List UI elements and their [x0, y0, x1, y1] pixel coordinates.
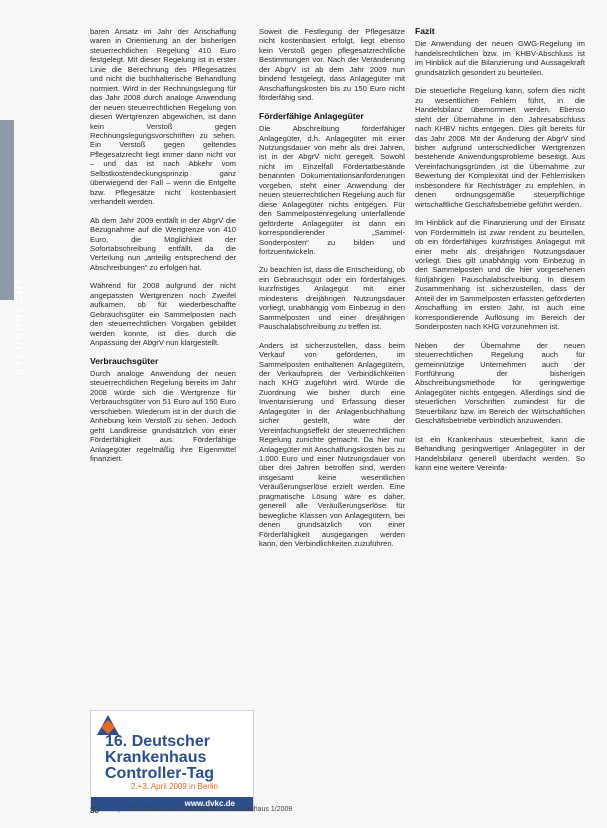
paragraph: Ist ein Krankenhaus steuerbefreit, kann die Behandlung geringwertiger Anlagegüter in der Handelsbilanz generell überdacht werden. So kann eine weitere Vereinfa- [415, 434, 585, 473]
section-label: STEUERRECHT [14, 276, 26, 376]
paragraph: baren Ansatz im Jahr der Anschaffung waren in Orientierung an der bisherigen steuerrechtlichen Regelung 410 Euro festgelegt. Mit dieser Regelung ist in erster Linie die Berechnung des Pflegesatzes und nicht die buchhalterische Behandlung normiert. Wird in der Rechnungslegung für das Jahr 2008 durch analoge Anwendung der neuen steuerrechtlichen Regelung von diesen Wertgrenzen abgewichen, ist dann kein Verstoß gegen Rechnungslegungsvorschriften zu sehen. Ein Verstoß gegen geltendes Pflegesatzrecht liegt immer dann nicht vor – und das ist nach Abkehr vom Selbstkostendeckungsprinzip ganz überwiegend der Fall – wenn die Entgelte bzw. Pflegesätze nicht kostenbasiert verhandelt werden. [90, 27, 236, 207]
footer-separator: | [118, 806, 120, 813]
section-heading: Fazit [415, 26, 435, 36]
paragraph: Die steuerliche Regelung kann, sofern dies nicht zu wesentlichen Fehlern führt, in die Handelsbilanz übernommen werden. Ebenso steht der Übernahme in den Jahresabschluss nach KHBV nichts entgegen. Dies gilt bereits für das Jahr 2008. Mit der Änderung der AbgrV sind bisher aufgrund unterschiedlicher Wertgrenzen bestehende Anwendungsprobleme beseitigt. Aus Vereinfachungsgründen ist die Übernahme zur Bewertung der Komplexität und der Fehlerrisiken insbesondere für Rechtsträger zu empfehlen, in denen ordnungsgemäße steuerpflichtige wirtschaftliche Geschäftsbetriebe geführt werden. [415, 86, 585, 209]
text-column-3 [415, 27, 585, 481]
paragraph: Zu beachten ist, dass die Entscheidung, ob ein Gebrauchsgut oder ein förderfähiges kurzfristiges Anlagegut mit einer mindestens dreijährigen Nutzungsdauer vorliegt, unabhängig vom Einbezug in den Sammelposten und einer dreijährigen Pauschalabschreibung zu treffen ist. [259, 265, 405, 332]
text-column-1 [90, 27, 236, 472]
paragraph: Während für 2008 aufgrund der nicht angepassten Wertgrenzen noch Zweifel aufkamen, ob für wiederbeschaffte Gebrauchsgüter ein Sammelposten nach den steuerrechtlichen Vorgaben gebildet werden konnte, ist dies durch die Anpassung der AbgrV nun klargestellt. [90, 281, 236, 348]
paragraph: Durch analoge Anwendung der neuen steuerrechtlichen Regelung bereits im Jahr 2008 würde sich die Wertgrenze für Verbrauchsgüter von 51 Euro auf 150 Euro verschieben. Wiederum ist in der durch die Anhebung kein Verstoß zu sehen. Jedoch geht Landkreise grundsätzlich von einer Förderfähigkeit aus. Förderfähige Anlagegüter regelmäßig ihre Eigenmittel finanziert. [90, 368, 236, 464]
section-heading: Verbrauchsgüter [90, 355, 159, 366]
paragraph: Anders ist sicherzustellen, dass beim Verkauf von geförderten, im Sammelposten enthaltenen Anlagegütern, der Verkaufspreis der Verbindlichkeiten nach KHG zugeführt wird. Würde die Zuordnung wie bisher durch eine Inventarisierung und Erfassung dieser Anlagegüter in der Anlagenbuchhaltung sicher gestellt, wäre der Vereinfachungseffekt der steuerrechtlichen Regelung zunichte gemacht. Da hier nur Anlagegüter mit Anschaffungskosten bis zu 1.000 Euro und einer Nutzungsdauer von über drei Jahren betroffen sind, werden insgesamt keine wesentlichen Veräußerungserlöse erzielt werden. Eine pragmatische Lösung wäre es daher, generell alle Veräußerungserlöse für bewegliche Klassen von Anlagegütern, bei denen grundsätzlich von einer Förderfähigkeit ausgegangen werden kann, den Verbindlichkeiten zuzuführen. [259, 340, 405, 549]
paragraph: Neben der Übernahme der neuen steuerrechtlichen Regelung auch für gemeinnützige Unternehmen auch der Fortführung der bisherigen Abschreibungsmethode für geringwertige Anlagegüter nichts entgegen. Allerdings sind die steuerlichen Vorschriften zumindest für die Steuerbilanz bzw. im Bereich der Wirtschaftlichen Geschäftsbetriebe verbindlich anzuwenden. [415, 340, 585, 426]
advertisement-banner[interactable] [90, 710, 254, 812]
paragraph: Die Anwendung der neuen GWG-Regelung im handelsrechtlichen bzw. im KHBV-Abschluss ist im Hinblick auf die Bilanzierung und Aussagekraft grundsätzlich gesondert zu beurteilen. [415, 39, 585, 77]
ad-title-line: 16. Deutscher [105, 733, 210, 750]
section-side-bar [0, 120, 26, 376]
ad-title-line: Controller-Tag [105, 765, 215, 782]
section-heading: Förderfähige Anlagegüter [259, 110, 364, 121]
text-column-2 [259, 27, 405, 558]
ad-date: 2.+3. April 2009 in Berlin [131, 782, 218, 791]
paragraph: Soweit die Festlegung der Pflegesätze nicht kostenbasiert erfolgt, liegt ebenso kein Verstoß gegen pflegesatzrechtliche Bestimmungen vor. Nach der Veränderung der AbgrV ist ab dem Jahr 2009 nun bindend festgelegt, dass Anlagegüter mit Anschaffungskosten bis zu 150 Euro nicht förderfähig sind. [259, 27, 405, 103]
paragraph: Im Hinblick auf die Finanzierung und der Einsatz von Fördermitteln ist zwar rendent zu beurteilen, ob ein förderfähiges kurzfristiges Anlagegut mit einer mehr als dreijährigen Nutzungsdauer vorliegt. Dies gilt unabhängig vom Einbezug in den Sammelposten und die hier vorgesehenen fünfjährigen Pauschalabschreibung. In diesem Zusammenhang ist sicherzustellen, dass der Anteil der im Sammelposten erfassten geförderten Anschaffung im ersten Jahr, ist auch eine korrespondierende Auflösung im Bereich der Sonderposten nach KHG vorzunehmen ist. [415, 218, 585, 332]
page-number: 38 [90, 806, 99, 815]
journal-name: f&w führen und wirtschaften im Krankenhaus 1/2009 [130, 806, 293, 813]
ad-url-link[interactable]: www.dvkc.de [91, 797, 253, 811]
paragraph: Die Abschreibung förderfähiger Anlagegüter, d.h. Anlagegüter mit einer Nutzungsdauer von mehr als drei Jahren, ist in der AbgrV nicht geregelt. Sowohl nicht im Einzelfall Fördertatbestände benannten Dokumentationsanforderungen vorgeben, steht einer Anwendung der neuen steuerrechtlichen Regelung auch für diese Anlagegüter nichts entgegen. Für den Sammelpostenregelung unterfallende geförderte Anlagegüter ist dann ein korrespondierender „Sammel-Sonderposten“ zu bilden und fortzuentwickeln. [259, 124, 405, 256]
paragraph: Ab dem Jahr 2009 entfällt in der AbgrV die Bezugnahme auf die Wertgrenze von 410 Euro, die Möglichkeit der Sofortabschreibung entfällt, da die Verteilung nun „anteilig entsprechend der Abschreibungen“ zu erfolgen hat. [90, 215, 236, 272]
ad-title-line: Krankenhaus [105, 749, 207, 766]
